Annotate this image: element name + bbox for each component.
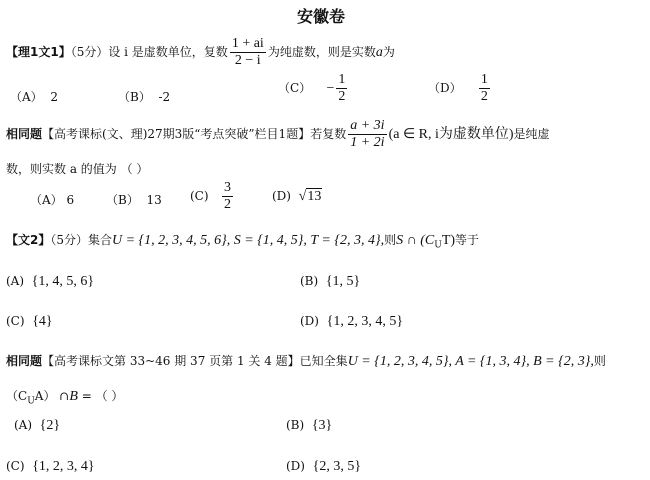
sqrt-expression: √13 [298, 189, 322, 204]
r2-line2-c: B [69, 389, 78, 404]
q1-post: 为纯虚数，则是实数 [267, 45, 376, 59]
r1-post: 是纯虚 [513, 127, 550, 141]
q1-pre: （5分）设 i 是虚数单位，复数 [70, 45, 228, 59]
r2-line2-a: （C [6, 389, 28, 403]
r1-option-c [190, 180, 235, 213]
q1-frac-num: 1 + ai [231, 36, 264, 51]
r1-frac-den: 1 + 2i [350, 135, 385, 150]
r1-option-b [106, 191, 162, 208]
option-value: {1, 2, 3, 4, 5} [326, 314, 404, 329]
r1-pre: 若复数 [310, 127, 347, 141]
q1-option-c [278, 72, 349, 105]
option-value: {3} [311, 418, 333, 433]
q1-option-a [10, 88, 58, 105]
q2-post: 则 [384, 233, 397, 247]
r1-src: 【高考课标(文、理)27期3版“考点突破”栏目1题】 [42, 127, 311, 141]
option-fraction [336, 72, 347, 105]
option-value: 2 [50, 90, 58, 104]
q1-var: a [375, 45, 383, 60]
r2-src: 【高考课标文第 33~46 期 37 页第 1 关 4 题】 [42, 354, 300, 368]
q2-expr-end: T) [441, 233, 456, 248]
q2-sub: U [434, 240, 442, 251]
option-value: {2, 3, 5} [312, 459, 362, 474]
option-value: {4} [32, 314, 53, 329]
q2-sets: U = {1, 2, 3, 4, 5, 6}, S = {1, 4, 5}, T = {2, 3, 4}, [112, 233, 385, 248]
q2-option-a [6, 274, 94, 290]
q2-stem [6, 232, 479, 253]
q1-end: 为 [382, 45, 395, 59]
option-value: -2 [158, 90, 171, 104]
q2-pre: （5分）集合 [50, 233, 112, 247]
r2-sub: U [27, 396, 35, 407]
r2-option-c [6, 459, 95, 475]
option-label: (D) [272, 189, 291, 203]
option-value: {2} [39, 418, 61, 433]
option-label: （C） [278, 81, 312, 95]
r2-pre: 已知全集 [299, 354, 348, 368]
r1-fraction [348, 118, 386, 151]
r2-option-b [286, 418, 332, 434]
q2-option-d [300, 314, 403, 330]
r2-stem [6, 353, 606, 370]
q1-stem [6, 36, 395, 69]
page-title: 安徽卷 [297, 7, 346, 26]
r2-line2 [6, 388, 123, 409]
option-label: (A) [6, 274, 25, 288]
r2-option-d [286, 459, 361, 475]
r1-option-d [272, 189, 322, 205]
r2-tag: 相同题 [6, 354, 43, 368]
frac-num: 1 [480, 72, 488, 87]
r1-tag: 相同题 [6, 127, 43, 141]
option-label: (C) [6, 459, 25, 473]
q1-option-b [118, 88, 170, 105]
frac-num: 3 [224, 180, 231, 195]
q2-expr: S ∩ (C [396, 233, 435, 248]
option-value: {1, 5} [325, 274, 361, 289]
q1-frac-den: 2 − i [234, 53, 261, 68]
option-label: (D) [286, 459, 305, 473]
sqrt-radicand: 13 [307, 189, 322, 204]
option-fraction [222, 180, 233, 213]
q2-tag: 【文2】 [6, 233, 51, 247]
option-neg: − [326, 81, 335, 96]
option-label: （A） [30, 193, 63, 207]
r2-option-a [14, 418, 60, 434]
q1-fraction [230, 36, 266, 69]
frac-den: 2 [224, 197, 231, 212]
option-value: {1, 2, 3, 4} [32, 459, 95, 474]
r2-post: 则 [593, 354, 606, 368]
r2-line2-d: = （ ） [77, 389, 124, 403]
r1-cond: (a ∈ R, i为虚数单位) [388, 127, 514, 142]
option-label: (D) [300, 314, 319, 328]
option-label: (A) [14, 418, 33, 432]
frac-den: 2 [480, 89, 488, 104]
frac-num: 1 [338, 72, 346, 87]
option-value: {1, 4, 5, 6} [31, 274, 95, 289]
r2-sets: U = {1, 2, 3, 4, 5}, A = {1, 3, 4}, B = {2, 3}, [347, 354, 594, 369]
r1-line2: 数，则实数 a 的值为 （ ） [6, 162, 149, 176]
q1-option-d [428, 72, 492, 105]
q2-option-c [6, 314, 53, 330]
r1-frac-num: a + 3i [350, 118, 385, 133]
r1-option-a [30, 191, 74, 208]
option-label: （B） [118, 90, 151, 104]
option-label: (C) [6, 314, 25, 328]
option-label: (B) [300, 274, 319, 288]
frac-den: 2 [338, 89, 346, 104]
option-label: （B） [106, 193, 139, 207]
q2-end: 等于 [455, 233, 480, 247]
option-label: （D） [428, 81, 462, 95]
option-label: (C) [190, 189, 209, 203]
option-value: 6 [66, 193, 75, 207]
option-fraction [479, 72, 490, 105]
q2-option-b [300, 274, 360, 290]
r2-line2-b: A） ∩ [34, 389, 70, 403]
option-label: (B) [286, 418, 305, 432]
option-value: 13 [146, 193, 162, 207]
option-label: （A） [10, 90, 43, 104]
q1-tag: 【理1文1】 [6, 45, 71, 59]
r1-stem [6, 118, 550, 151]
